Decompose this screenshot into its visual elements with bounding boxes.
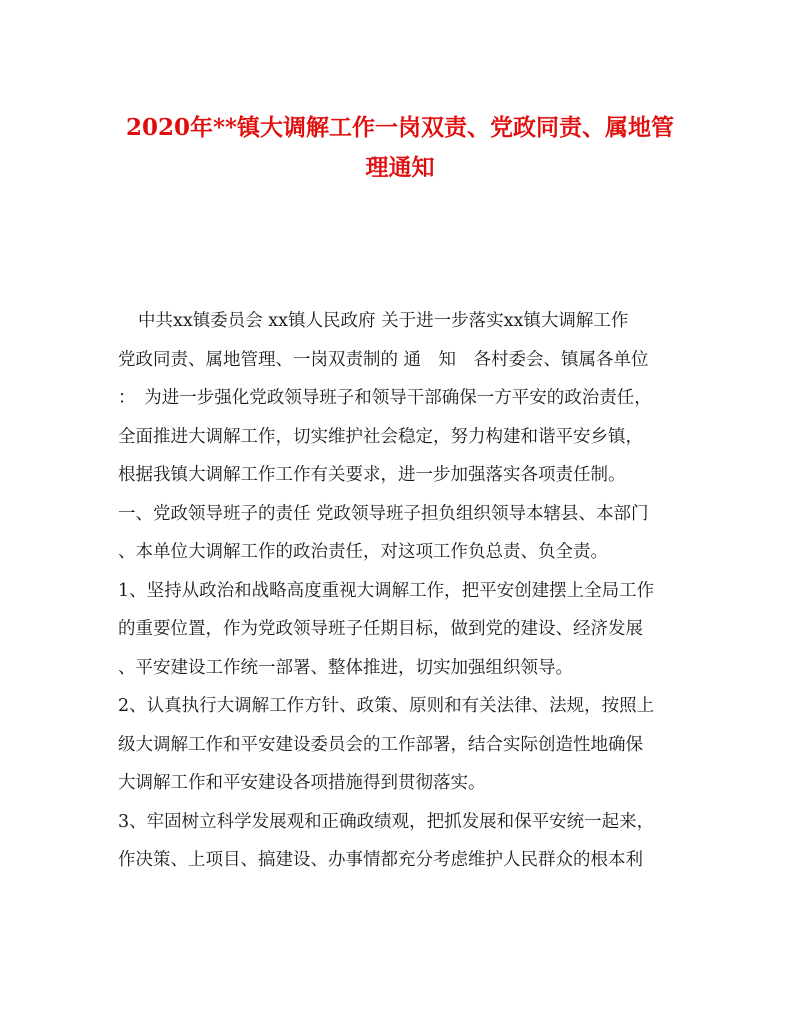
body-line: 、平安建设工作统一部署、整体推进，切实加强组织领导。 bbox=[118, 657, 573, 678]
body-line: 作决策、上项目、搞建设、办事情都充分考虑维护人民群众的根本利 bbox=[118, 850, 643, 870]
document-body bbox=[118, 302, 688, 880]
body-line: 中共xx镇委员会 xx镇人民政府 关于进一步落实xx镇大调解工作 bbox=[138, 311, 629, 331]
body-line: 全面推进大调解工作，切实维护社会稳定，努力构建和谐平安乡镇， bbox=[118, 426, 643, 447]
body-line: 根据我镇大调解工作工作有关要求，进一步加强落实各项责任制。 bbox=[118, 465, 626, 485]
section-heading-line: 一、党政领导班子的责任 党政领导班子担负组织领导本辖县、本部门 bbox=[118, 503, 649, 524]
body-line: 党政同责、属地管理、一岗双责制的 通 知 各村委会、镇属各单位 bbox=[118, 349, 649, 370]
list-item-3-line: 3、牢固树立科学发展观和正确政绩观，把抓发展和保平安统一起来， bbox=[118, 811, 655, 832]
body-line: 级大调解工作和平安建设委员会的工作部署，结合实际创造性地确保 bbox=[118, 734, 643, 755]
list-item-2-line: 2、认真执行大调解工作方针、政策、原则和有关法律、法规，按照上 bbox=[118, 696, 655, 716]
document-title-line-1: 2020年**镇大调解工作一岗双责、党政同责、属地管 bbox=[125, 114, 675, 141]
list-item-1-line: 1、坚持从政治和战略高度重视大调解工作，把平安创建摆上全局工作 bbox=[118, 580, 655, 601]
body-line: ： 为进一步强化党政领导班子和领导干部确保一方平安的政治责任， bbox=[118, 388, 652, 408]
document-title-line-2: 理通知 bbox=[365, 154, 435, 181]
body-line: 、本单位大调解工作的政治责任，对这项工作负总责、负全责。 bbox=[118, 542, 608, 562]
body-line: 大调解工作和平安建设各项措施得到贯彻落实。 bbox=[118, 773, 486, 793]
body-line: 的重要位置，作为党政领导班子任期目标，做到党的建设、经济发展 bbox=[118, 619, 643, 639]
